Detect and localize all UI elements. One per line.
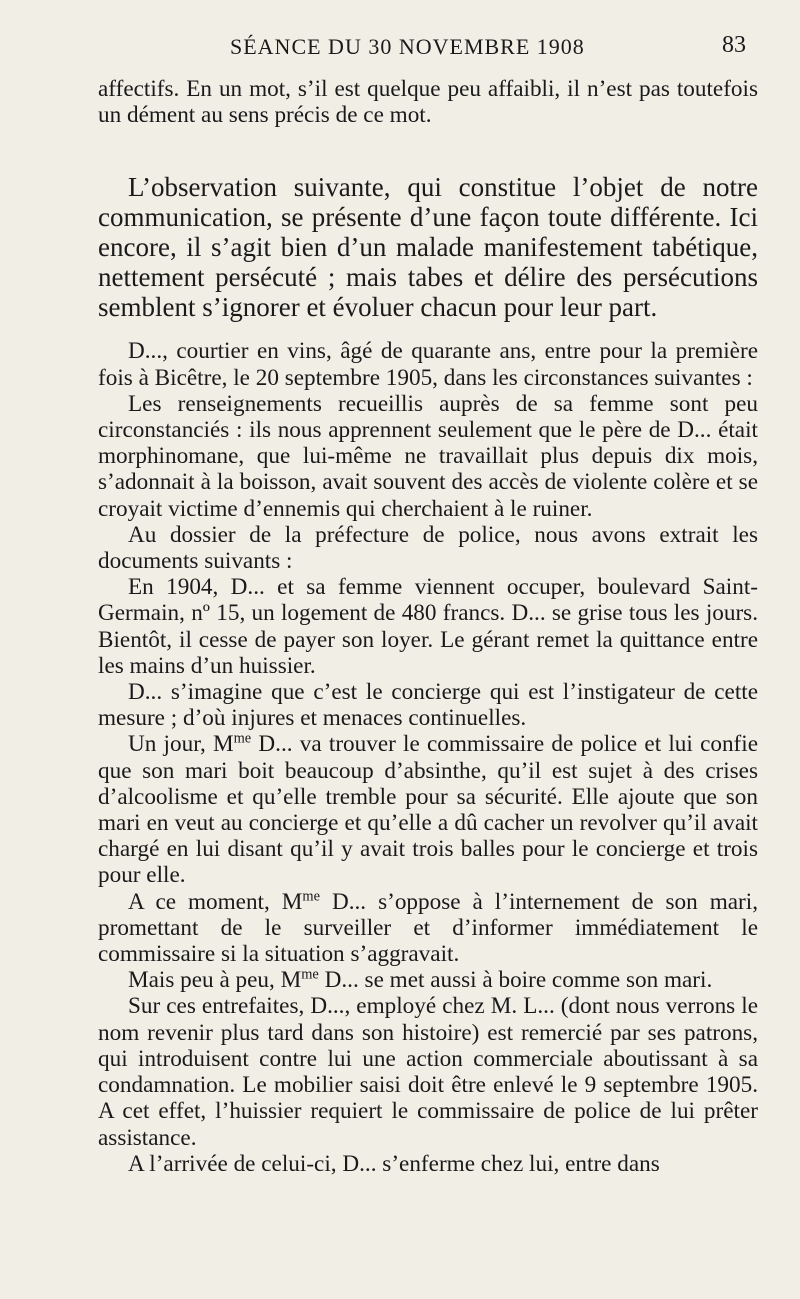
page-header xyxy=(0,30,800,70)
paragraph-4: Les renseignements recueillis auprès de sa femme sont peu circonstanciés : ils nous apprennent seulement que le père de D... était morphinomane, que lui-même ne travaillait plus depuis dix mois, s’adonnait à la boisson, avait souvent des accès de violente colère et se croyait victime d’ennemis qui cherchaient à le ruiner. xyxy=(98,390,758,522)
page-number: 83 xyxy=(722,32,746,58)
paragraph-9: A ce moment, $M^{me}$ D... s’oppose à l’internement de son mari, promettant de le surveiller et d’informer immédiatement le commissaire si la situation s’aggravait. xyxy=(98,887,759,968)
paragraph-12: A l’arrivée de celui-ci, D... s’enferme chez lui, entre dans xyxy=(128,1150,660,1177)
paragraph-5: Au dossier de la préfecture de police, nous avons extrait les documents suivants : xyxy=(98,521,758,575)
running-head: SÉANCE DU 30 NOVEMBRE 1908 xyxy=(230,34,585,59)
paragraph-1: affectifs. En un mot, s’il est quelque peu affaibli, il n’est pas toutefois un dément au sens précis de ce mot. xyxy=(98,76,758,129)
paragraph-10: Mais peu à peu, $M^{me}$ D... se met aussi à boire comme son mari. xyxy=(128,966,713,994)
paragraph-6: En 1904, D... et sa femme viennent occuper, boulevard Saint-Germain, nº 15, un logement de 480 francs. D... se grise tous les jours. Bientôt, il cesse de payer son loyer. Le gérant remet la quittance entre les mains d’un huissier. xyxy=(98,574,758,679)
paragraph-7: D... s’imagine que c’est le concierge qui est l’instigateur de cette mesure ; d’où injures et menaces continuelles. xyxy=(98,679,758,732)
body-text xyxy=(98,76,758,1177)
paragraph-11: Sur ces entrefaites, D..., employé chez M. L... (dont nous verrons le nom revenir plus tard dans son histoire) est remercié par ses patrons, qui introduisent contre lui une action commerciale aboutissant à sa condamnation. Le mobilier saisi doit être enlevé le 9 septembre 1905. A cet effet, l’huissier requiert le commissaire de police de lui prêter assistance. xyxy=(98,993,758,1151)
paragraph-2: L’observation suivante, qui constitue l’objet de notre communication, se présente d’une façon toute différente. Ici encore, il s’agit bien d’un malade manifestement tabétique, nettement persécuté ; mais tabes et délire des persécutions semblent s’ignorer et évoluer chacun pour leur part. xyxy=(98,172,758,323)
paragraph-8: Un jour, $M^{me}$ D... va trouver le commissaire de police et lui confie que son mari boit beaucoup d’absinthe, qu’il est sujet à des crises d’alcoolisme et qu’elle tremble pour sa sécurité. Elle ajoute que son mari en veut au concierge et qu’elle a dû cacher un revolver qu’il avait chargé en lui disant qu’il y avait trois balles pour le concierge et trois pour elle. xyxy=(98,730,758,889)
paragraph-3: D..., courtier en vins, âgé de quarante ans, entre pour la première fois à Bicêtre, le 20 septembre 1905, dans les circonstances suivantes : xyxy=(98,338,758,391)
